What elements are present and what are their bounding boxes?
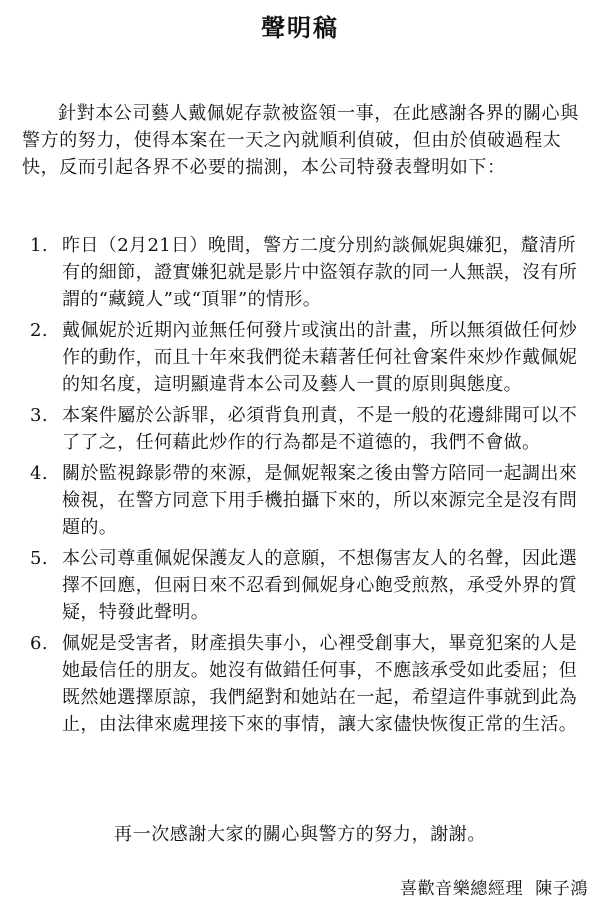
intro-paragraph: 針對本公司藝人戴佩妮存款被盜領一事，在此感謝各界的關心與警方的努力，使得本案在一天之內就順利偵破，但由於偵破過程太快，反而引起各界不必要的揣測，本公司特發表聲明如下：	[22, 103, 579, 178]
item-text: 昨日（2月21日）晚間，警方二度分別約談佩妮與嫌犯，釐清所有的細節，證實嫌犯就是影片中盜領存款的同一人無誤，沒有所謂的“藏鏡人”或“頂罪”的情形。	[62, 235, 578, 310]
document-title: 聲明稿	[261, 13, 339, 42]
item-number: 5.	[30, 548, 48, 569]
signature-name: 陳子鴻	[535, 879, 588, 899]
item-text: 佩妮是受害者，財產損失事小，心裡受創事大，畢竟犯案的人是她最信任的朋友。她沒有做錯任何事，不應該承受如此委屈；但既然她選擇原諒，我們絕對和她站在一起，希望這件事就到此為止，由法律來處理接下來的事情，讓大家儘快恢復正常的生活。	[62, 633, 578, 735]
item-text: 本案件屬於公訴罪，必須背負刑責，不是一般的花邊緋聞可以不了了之，任何藉此炒作的行為都是不道德的，我們不會做。	[62, 405, 578, 453]
signature	[400, 874, 588, 899]
item-text: 關於監視錄影帶的來源，是佩妮報案之後由警方陪同一起調出來檢視，在警方同意下用手機拍攝下來的，所以來源完全是沒有問題的。	[62, 463, 578, 538]
item-number: 2.	[30, 320, 48, 341]
item-text: 本公司尊重佩妮保護友人的意願，不想傷害友人的名聲，因此選擇不回應，但兩日來不忍看到佩妮身心飽受煎熬，承受外界的質疑，特發此聲明。	[62, 548, 578, 623]
item-number: 4.	[30, 463, 48, 484]
signature-title: 喜歡音樂總經理	[399, 879, 524, 899]
list-item	[30, 317, 593, 398]
item-number: 6.	[30, 633, 48, 654]
item-number: 1.	[30, 235, 48, 256]
list-item	[30, 402, 593, 456]
closing-line: 再一次感謝大家的關心與警方的努力，謝謝。	[114, 824, 486, 845]
list-item	[30, 545, 593, 626]
statement-list	[30, 232, 593, 742]
list-item	[30, 232, 593, 313]
list-item	[30, 460, 593, 541]
list-item	[30, 630, 593, 738]
item-number: 3.	[30, 405, 48, 426]
item-text: 戴佩妮於近期內並無任何發片或演出的計畫，所以無須做任何炒作的動作，而且十年來我們從未藉著任何社會案件來炒作戴佩妮的知名度，這明顯違背本公司及藝人一貫的原則與態度。	[62, 320, 578, 395]
